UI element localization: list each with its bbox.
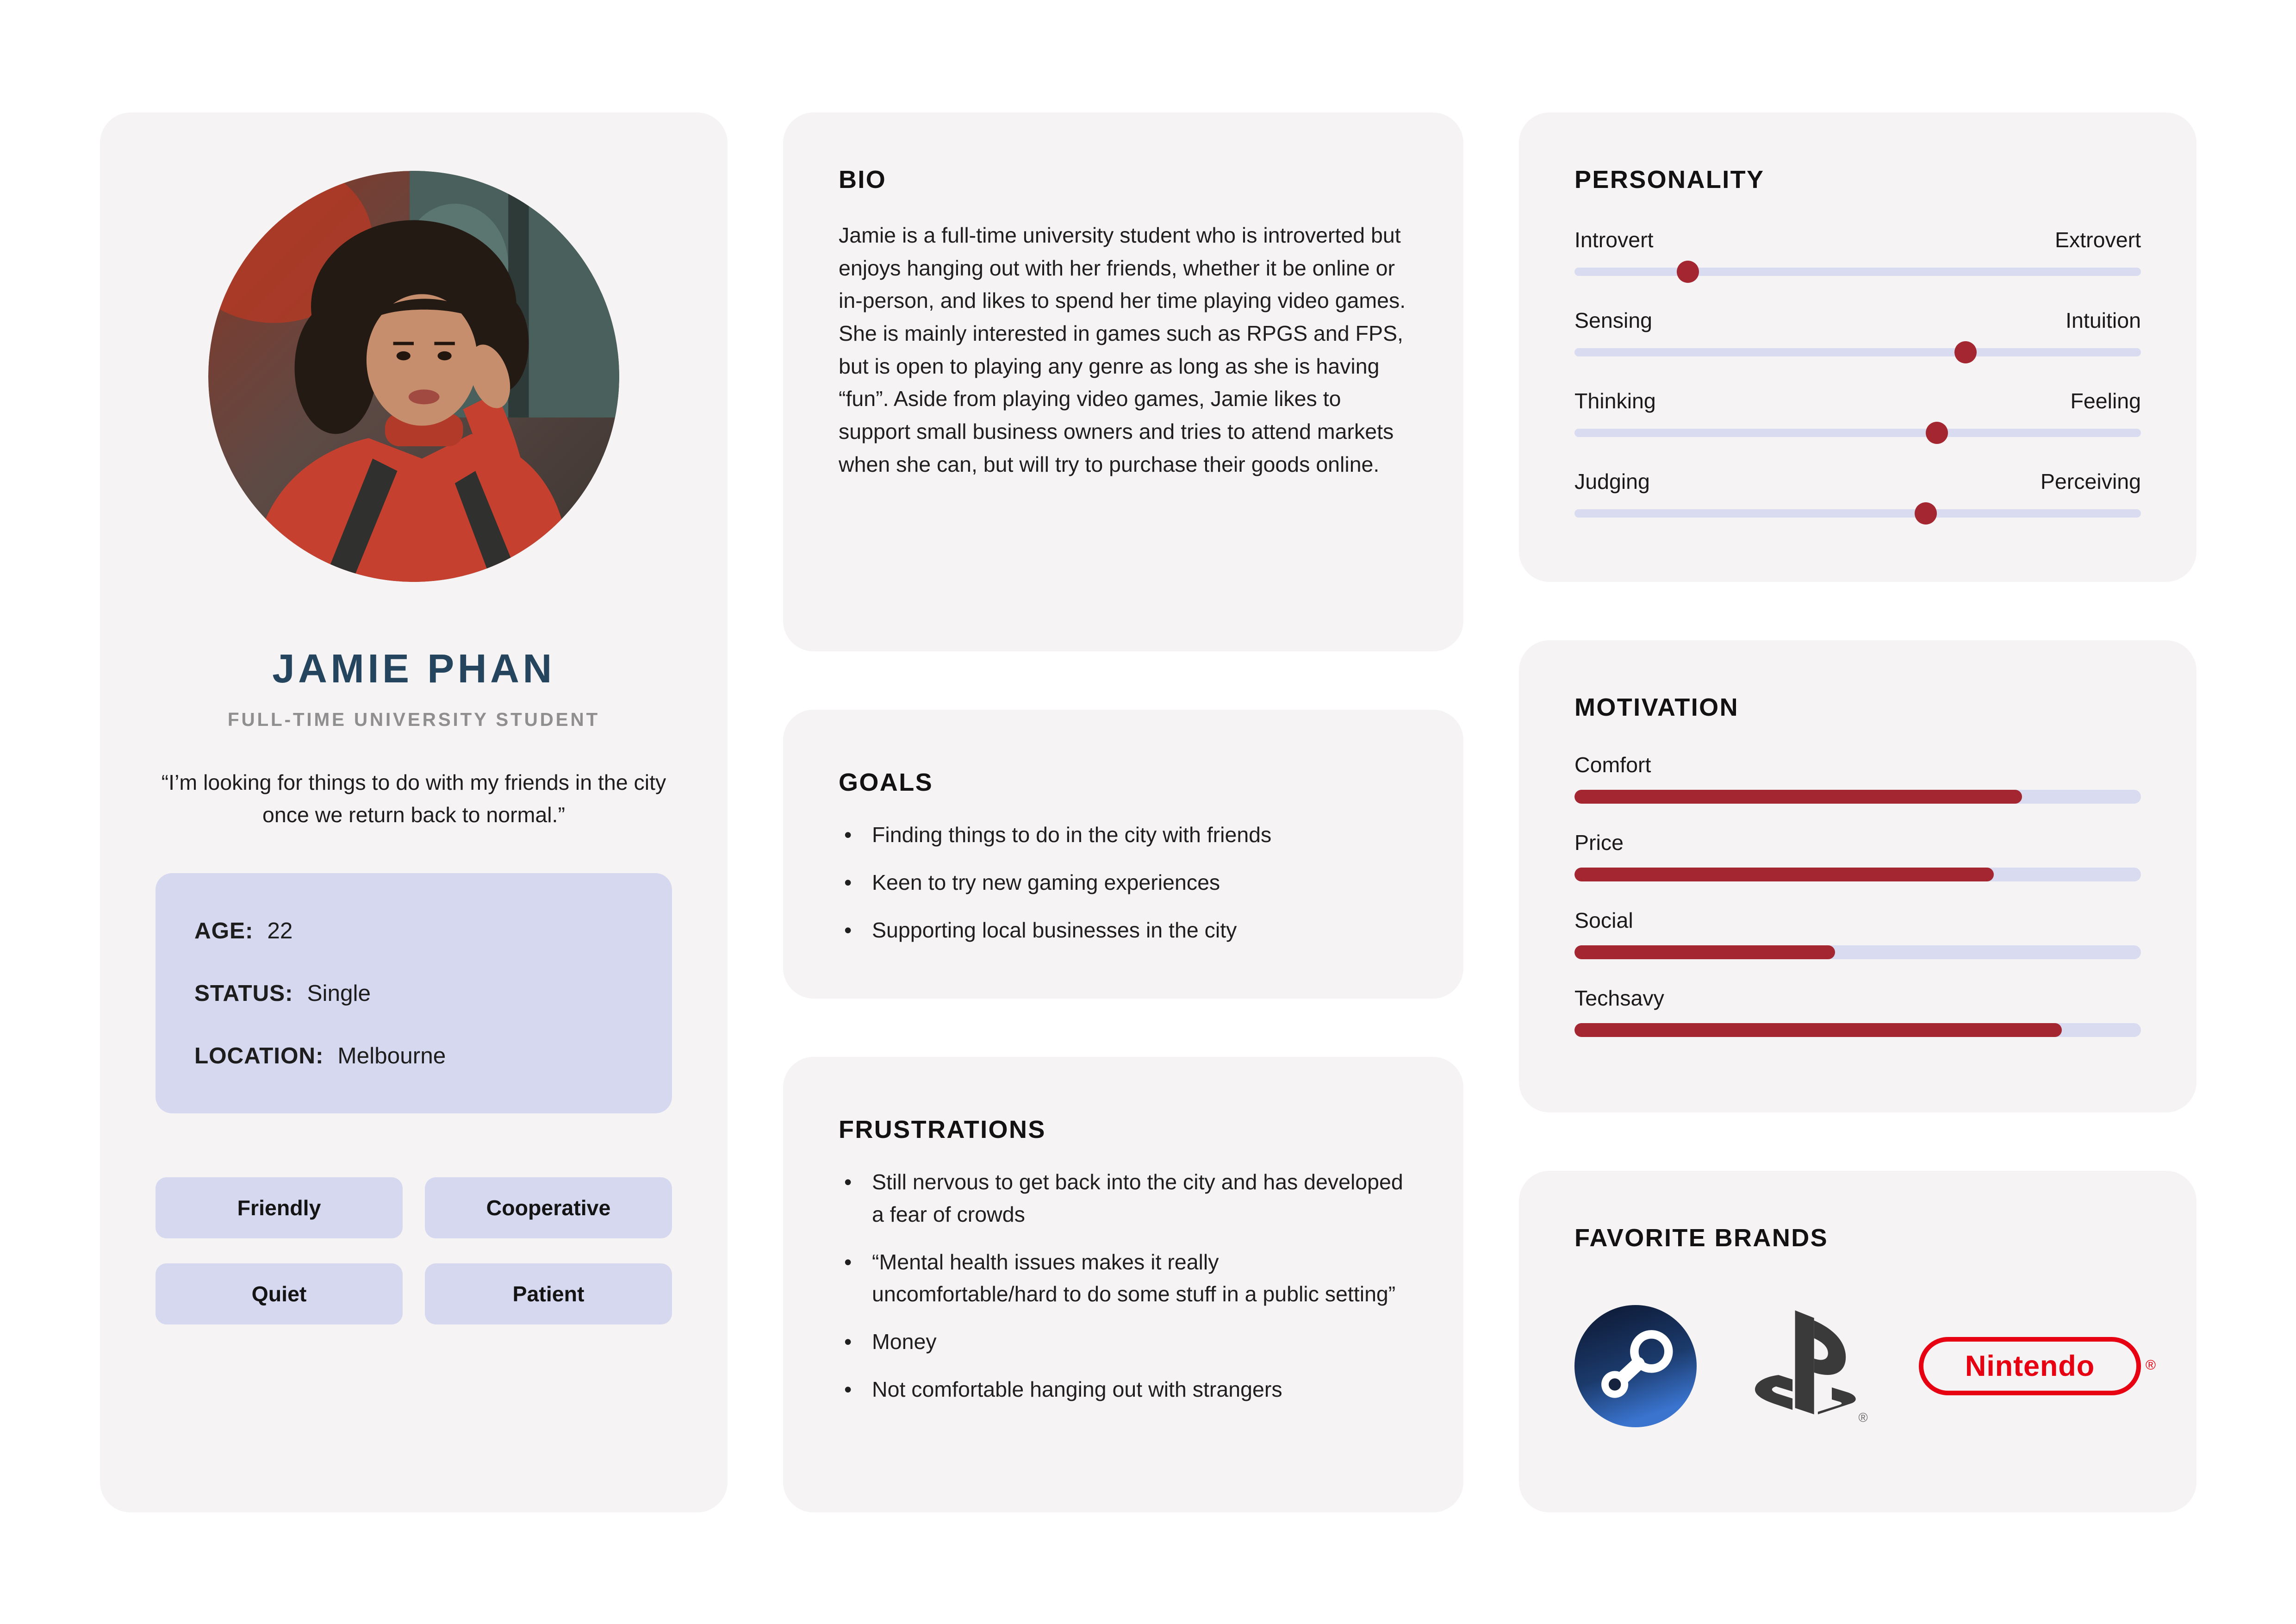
- scale-right-label: Feeling: [2070, 389, 2141, 413]
- nintendo-registered-mark: ®: [2145, 1357, 2156, 1373]
- bar-fill: [1574, 790, 2022, 804]
- goals-card: [783, 710, 1463, 999]
- goal-item: • Finding things to do in the city with friends: [839, 819, 1408, 851]
- detail-value: Melbourne: [337, 1043, 446, 1068]
- trait-tag: Quiet: [156, 1263, 403, 1324]
- scale-left-label: Judging: [1574, 469, 1650, 493]
- bar-fill: [1574, 945, 1835, 959]
- motivation-label: Social: [1574, 908, 1633, 932]
- motivation-techsavy: [1574, 986, 2141, 1037]
- favorite-brands-card: [1519, 1171, 2196, 1512]
- portrait-illustration: [208, 171, 619, 582]
- slider-handle: [1677, 261, 1699, 283]
- frustration-item: • Still nervous to get back into the city and has developed a fear of crowds: [839, 1166, 1408, 1231]
- trait-tag: Cooperative: [425, 1177, 672, 1238]
- steam-logo-icon: [1574, 1305, 1697, 1427]
- detail-location: [194, 1043, 633, 1069]
- scale-right-label: Perceiving: [2040, 469, 2141, 493]
- goals-list: [839, 819, 1408, 946]
- motivation-label: Comfort: [1574, 753, 1651, 777]
- persona-role: FULL-TIME UNIVERSITY STUDENT: [227, 709, 600, 730]
- detail-value: 22: [267, 918, 293, 943]
- bar-fill: [1574, 1023, 2062, 1037]
- motivation-label: Price: [1574, 831, 1624, 855]
- details-box: [156, 873, 672, 1113]
- personality-title: PERSONALITY: [1574, 166, 1765, 194]
- scale-right-label: Intuition: [2066, 308, 2141, 332]
- detail-label: LOCATION:: [194, 1043, 324, 1068]
- detail-label: STATUS:: [194, 980, 293, 1006]
- nintendo-wordmark: Nintendo: [1965, 1350, 2095, 1382]
- bar-track: [1574, 1023, 2141, 1037]
- goals-title: GOALS: [839, 768, 933, 796]
- goal-item: • Keen to try new gaming experiences: [839, 867, 1408, 899]
- profile-column: [100, 112, 728, 1512]
- scale-left-label: Thinking: [1574, 389, 1656, 413]
- scale-right-label: Extrovert: [2054, 228, 2141, 252]
- slider-track: [1574, 268, 2141, 276]
- slider-track: [1574, 429, 2141, 437]
- frustrations-card: [783, 1057, 1463, 1512]
- bar-track: [1574, 790, 2141, 804]
- slider-track: [1574, 509, 2141, 518]
- detail-age: [194, 918, 633, 944]
- trait-tags: [156, 1177, 672, 1324]
- scale-left-label: Introvert: [1574, 228, 1654, 252]
- bio-text: Jamie is a full-time university student who is introverted but enjoys hanging out with her friends, whether it be online or in-person, and likes to spend her time playing video games. She is mainly interested in games such as RPGS and FPS, but is open to playing any genre as long as she is having “fun”. Aside from playing video games, Jamie likes to support small business owners and tries to attend markets when she can, but will try to purchase their goods online.: [839, 223, 1406, 476]
- bio-card: [783, 112, 1463, 651]
- profile-card: [100, 112, 728, 1512]
- brands-title: FAVORITE BRANDS: [1574, 1224, 1829, 1252]
- playstation-registered-mark: ®: [1858, 1410, 1868, 1424]
- motivation-label: Techsavy: [1574, 986, 1664, 1010]
- slider-handle: [1926, 422, 1948, 444]
- nintendo-logo: [1919, 1337, 2156, 1395]
- personality-scale-judging-perceiving: [1574, 469, 2141, 518]
- bar-fill: [1574, 868, 1994, 881]
- personality-scale-introvert-extrovert: [1574, 227, 2141, 276]
- bar-track: [1574, 945, 2141, 959]
- frustrations-title: FRUSTRATIONS: [839, 1116, 1046, 1143]
- avatar: [208, 171, 619, 582]
- motivation-card: [1519, 640, 2196, 1112]
- playstation-logo-icon: [1744, 1308, 1872, 1424]
- trait-tag: Friendly: [156, 1177, 403, 1238]
- goal-item: • Supporting local businesses in the city: [839, 914, 1408, 947]
- detail-status: [194, 980, 633, 1006]
- bar-track: [1574, 868, 2141, 881]
- motivation-title: MOTIVATION: [1574, 693, 1739, 721]
- persona-quote: “I’m looking for things to do with my friends in the city once we return back to normal.”: [161, 770, 666, 827]
- personality-scale-thinking-feeling: [1574, 388, 2141, 437]
- trait-tag: Patient: [425, 1263, 672, 1324]
- frustration-item: • Not comfortable hanging out with strangers: [839, 1374, 1408, 1406]
- motivation-price: [1574, 830, 2141, 881]
- bio-title: BIO: [839, 166, 887, 194]
- slider-handle: [1915, 502, 1937, 525]
- middle-column: [783, 112, 1463, 1512]
- frustrations-list: [839, 1166, 1408, 1406]
- detail-value: Single: [307, 980, 371, 1006]
- scale-left-label: Sensing: [1574, 308, 1653, 332]
- brand-logos: [1574, 1305, 2156, 1427]
- frustration-item: • “Mental health issues makes it really uncomfortable/hard to do some stuff in a public setting”: [839, 1246, 1408, 1311]
- motivation-comfort: [1574, 752, 2141, 804]
- persona-name: JAMIE PHAN: [272, 646, 555, 691]
- detail-label: AGE:: [194, 918, 254, 943]
- personality-card: [1519, 112, 2196, 582]
- right-column: [1519, 112, 2196, 1512]
- slider-handle: [1954, 341, 1977, 363]
- slider-track: [1574, 348, 2141, 356]
- frustration-item: • Money: [839, 1326, 1408, 1358]
- motivation-social: [1574, 908, 2141, 959]
- personality-scale-sensing-intuition: [1574, 308, 2141, 356]
